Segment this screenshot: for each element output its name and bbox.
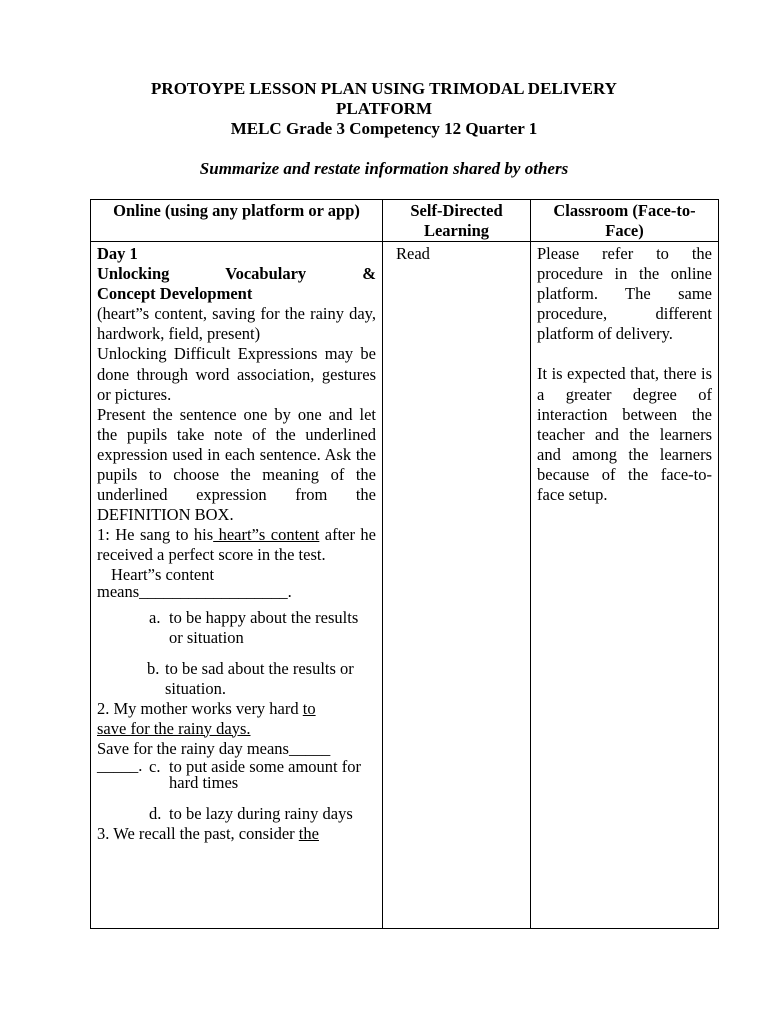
classroom-cell bbox=[531, 242, 719, 929]
item-3-sentence bbox=[97, 824, 376, 844]
item-2-prompt: Save for the rainy day means_____ bbox=[97, 738, 331, 758]
header-self-directed: Self-Directed Learning bbox=[383, 200, 531, 242]
present-instructions: Present the sentence one by one and let the pupils take note of the underlined expression used in each sentence. Ask the pupils to choose the meaning of the underlined expression from the DEFINITION BOX. bbox=[97, 404, 376, 525]
option-marker: d. bbox=[149, 803, 162, 823]
option-marker: a. bbox=[149, 607, 161, 627]
table-row bbox=[91, 242, 719, 929]
self-directed-cell bbox=[383, 242, 531, 929]
option-text: to be lazy during rainy days bbox=[169, 803, 353, 823]
item-2-blank: _____. bbox=[97, 755, 143, 775]
item-1-sentence bbox=[97, 525, 376, 565]
item-1-prefix: 1: He sang to his bbox=[97, 525, 214, 545]
option-marker: b. bbox=[147, 658, 160, 678]
document-title-line-2: PLATFORM bbox=[335, 99, 432, 118]
document-title-line-3: MELC Grade 3 Competency 12 Quarter 1 bbox=[230, 119, 538, 138]
competency-statement: Summarize and restate information shared by others bbox=[199, 159, 569, 178]
table-header-row bbox=[91, 200, 719, 242]
self-directed-text: Read bbox=[396, 244, 430, 263]
document-title-line-1: PROTOYPE LESSON PLAN USING TRIMODAL DELIVERY bbox=[151, 79, 617, 98]
classroom-paragraph-1: Please refer to the procedure in the online platform. The same procedure, different platform of delivery. bbox=[537, 244, 712, 344]
section-heading-line-1: Unlocking Vocabulary & bbox=[97, 264, 376, 284]
day-label: Day 1 bbox=[97, 244, 138, 263]
item-2-underlined-a: to bbox=[302, 698, 316, 718]
item-2-underlined-b: save for the rainy days. bbox=[97, 718, 251, 738]
item-2-prefix: 2. My mother works very hard bbox=[97, 698, 303, 718]
header-classroom: Classroom (Face-to-Face) bbox=[531, 200, 719, 242]
item-3-prefix: 3. We recall the past, consider bbox=[97, 823, 299, 843]
item-2-option-d bbox=[97, 804, 376, 824]
online-cell bbox=[91, 242, 383, 929]
vocabulary-list: (heart”s content, saving for the rainy day, hardwork, field, present) bbox=[97, 304, 376, 344]
item-1-prompt: Heart”s content bbox=[111, 564, 215, 584]
item-1-option-b bbox=[97, 659, 376, 699]
item-1-underlined: heart”s content bbox=[213, 525, 320, 545]
option-text: to be happy about the results or situation bbox=[169, 607, 359, 647]
section-heading-line-2: Concept Development bbox=[97, 284, 253, 304]
item-3-underlined: the bbox=[298, 823, 319, 843]
option-marker: c. bbox=[149, 756, 161, 776]
header-online: Online (using any platform or app) bbox=[91, 200, 383, 242]
classroom-paragraph-2: It is expected that, there is a greater degree of interaction between the teacher and the learners and among the learners because of the face-to-face setup. bbox=[537, 364, 712, 505]
option-text: to put aside some amount for hard times bbox=[169, 756, 362, 792]
option-text: to be sad about the results or situation. bbox=[165, 658, 354, 698]
unlocking-instructions: Unlocking Difficult Expressions may be done through word association, gestures or pictures. bbox=[97, 344, 376, 404]
item-1-means: means__________________. bbox=[97, 581, 292, 601]
lesson-plan-table bbox=[90, 199, 719, 929]
item-1-rest: after he received a perfect score in the test. bbox=[97, 525, 376, 565]
item-2-sentence bbox=[97, 699, 376, 739]
item-1-option-a bbox=[97, 608, 376, 648]
